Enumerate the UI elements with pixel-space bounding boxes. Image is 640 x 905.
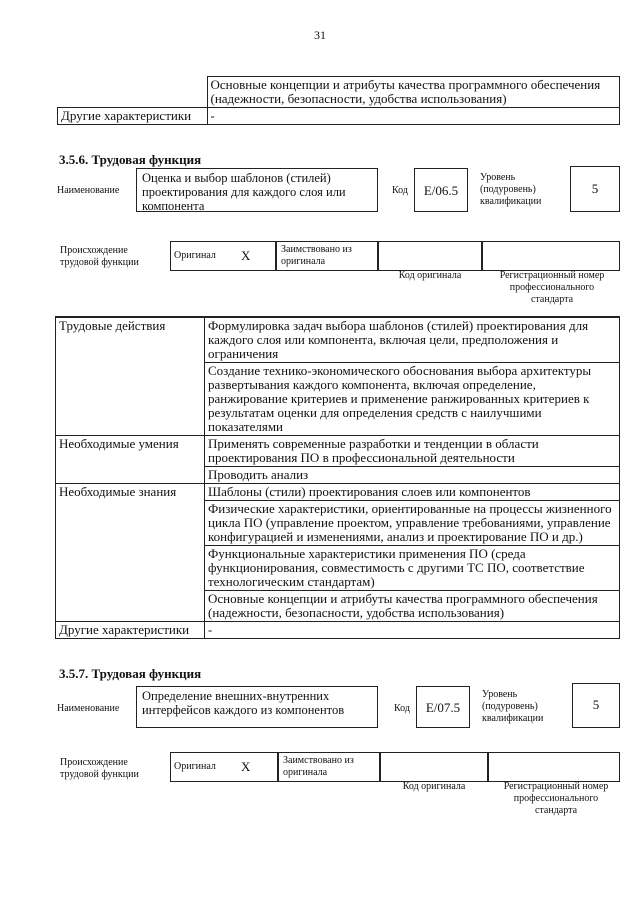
name-value: Оценка и выбор шаблонов (стилей) проектирования для каждого слоя или компонента: [136, 168, 378, 212]
other-label: Другие характеристики: [56, 622, 205, 639]
name-value: Определение внешних-внутренних интерфейсов каждого из компонентов: [136, 686, 378, 728]
original-label: Оригинал: [174, 250, 216, 261]
borrowed-box: [278, 752, 380, 782]
level-value: 5: [572, 683, 620, 728]
original-box: [170, 241, 276, 271]
original-box: [170, 752, 278, 782]
top-table-other-label: Другие характеристики: [58, 108, 208, 125]
name-label: Наименование: [57, 703, 120, 714]
name-label: Наименование: [57, 185, 120, 196]
skill-item: Проводить анализ: [205, 467, 620, 484]
borrowed-label: Заимствовано из оригинала: [283, 755, 354, 778]
page-number: 31: [314, 28, 326, 42]
skills-label: Необходимые умения: [56, 436, 205, 484]
labor-actions-label: Трудовые действия: [56, 317, 205, 436]
top-table: [57, 76, 620, 125]
level-label: Уровень (подуровень) квалификации: [480, 172, 542, 207]
origin-label: Происхождение трудовой функции: [60, 757, 139, 780]
code-orig-caption: Код оригинала: [402, 781, 466, 792]
code-value: E/07.5: [416, 686, 470, 728]
level-label: Уровень (подуровень) квалификации: [482, 689, 544, 724]
labor-action-item: Создание технико-экономического обоснования выбора архитектуры развертывания каждого компонента, включая определение, ранжирование критериев и применение ранжированных критериев к результатам оценки для определения средств с наилучшими показателями: [205, 363, 620, 436]
reg-number-box: [488, 752, 620, 782]
origin-label: Происхождение трудовой функции: [60, 245, 139, 268]
original-code-box: [380, 752, 488, 782]
main-table: [55, 316, 620, 639]
level-value: 5: [570, 166, 620, 212]
borrowed-label: Заимствовано из оригинала: [281, 244, 352, 267]
section-title: 3.5.7. Трудовая функция: [59, 666, 202, 681]
code-orig-caption: Код оригинала: [398, 270, 462, 281]
knowledge-item: Физические характеристики, ориентированные на процессы жизненного цикла ПО (управление проектом, управление требованиями, управление конфигурацией и изменениями, анализ и проектирование ПО и др.): [205, 501, 620, 546]
code-label: Код: [394, 703, 410, 714]
knowledge-item: Шаблоны (стили) проектирования слоев или компонентов: [205, 484, 620, 501]
knowledge-label: Необходимые знания: [56, 484, 205, 622]
original-mark: X: [241, 248, 251, 263]
code-value: E/06.5: [414, 168, 468, 212]
borrowed-box: [276, 241, 378, 271]
original-code-box: [378, 241, 482, 271]
knowledge-item: Функциональные характеристики применения ПО (среда функционирования, совместимость с другими ТС ПО, соответствие технологическим стандартам): [205, 546, 620, 591]
original-label: Оригинал: [174, 761, 216, 772]
reg-number-box: [482, 241, 620, 271]
other-value: -: [205, 622, 620, 639]
code-label: Код: [392, 185, 408, 196]
reg-caption: Регистрационный номер профессионального стандарта: [499, 270, 605, 305]
top-table-knowledge-cell: Основные концепции и атрибуты качества программного обеспечения (надежности, безопасности, удобства использования): [207, 77, 620, 108]
labor-action-item: Формулировка задач выбора шаблонов (стилей) проектирования для каждого слоя или компонента, включая цели, предположения и ограничения: [205, 317, 620, 363]
knowledge-item: Основные концепции и атрибуты качества программного обеспечения (надежности, безопасности, удобства использования): [205, 591, 620, 622]
section-title: 3.5.6. Трудовая функция: [59, 152, 202, 167]
original-mark: X: [241, 759, 251, 774]
top-table-empty-cell: [58, 77, 208, 108]
skill-item: Применять современные разработки и тенденции в области проектирования ПО в профессиональной деятельности: [205, 436, 620, 467]
reg-caption: Регистрационный номер профессионального стандарта: [503, 781, 609, 816]
top-table-other-value: -: [207, 108, 620, 125]
